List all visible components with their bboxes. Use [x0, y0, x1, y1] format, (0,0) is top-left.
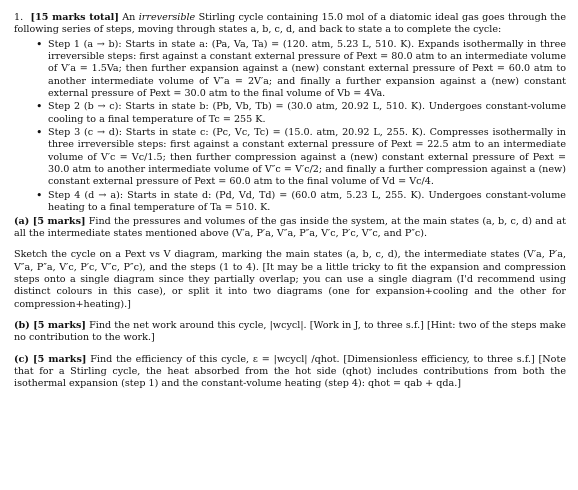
step-2-text: Starts in state b: (Pb, Vb, Tb) = (30.0 atm, 20.92 L, 510. K). Undergoes constant-volume cooling to a final temperature of Tc = 255 K.: [48, 101, 566, 125]
bullet-icon: •: [36, 37, 43, 51]
question-number: 1.: [14, 12, 24, 23]
part-b-text: Find the net work around this cycle, |wcycl|. [Work in J, to three s.f.] [Hint: two of the steps make no contribution to the work.]: [14, 319, 566, 344]
step-4-item: [36, 188, 566, 215]
step-1-label: Step 1 (a → b):: [48, 38, 122, 50]
step-1-text: Starts in state a: (Pa, Va, Ta) = (120. atm, 5.23 L, 510. K). Expands isothermally in three irreversible steps: first against a constant external pressure of Pext = 80.0 atm to an intermediate volume of V′a = 1.5Va; then further expansion against a (new) constant external pressure of Pext = 60.0 atm to another intermediate volume of V″a = 2V′a; and finally a further expansion against a (new) constant external pressure of Pext = 30.0 atm to the final volume of Vb = 4Va.: [48, 38, 566, 100]
step-3-text: Starts in state c: (Pc, Vc, Tc) = (15.0. atm, 20.92 L, 255. K). Compresses isothermally in three irreversible steps: first against a constant external pressure of Pext = 22.5 atm to an intermediate volume of V′c = Vc/1.5; then further compression against a (new) constant external pressure of Pext = 30.0 atm to another intermediate volume of V″c = V′c/2; and finally a further compression against a (new) constant external pressure of Pext = 60.0 atm to the final volume of Vd = Vc/4.: [48, 127, 566, 188]
sketch-instructions: [14, 249, 566, 311]
steps-list: [14, 39, 566, 215]
part-a: [14, 216, 566, 241]
spacer: [14, 240, 566, 249]
question-intro-pre: An: [122, 12, 136, 23]
part-b-marks: (b) [5 marks]: [14, 319, 86, 331]
sketch-text: Sketch the cycle on a Pext vs V diagram, marking the main states (a, b, c, d), the intermediate states (V′a, P′a, V″a, P″a, V′c, P′c, V″c, P″c), and the steps (1 to 4). [It may be a little tricky to fit the expansion and compression steps onto a single diagram since they partially overlap; you can use a single diagram (I'd recommend using distinct colours in this case), or split it into two diagrams (one for expansion+cooling and the other for compression+heating).]: [14, 249, 566, 310]
part-c-text: Find the efficiency of this cycle, ε = |wcycl| /qhot. [Dimensionless efficiency, to three s.f.] [Note that for a Stirling cycle, the heat absorbed from the hot side (qhot) includes contributions from both the isothermal expansion (step 1) and the constant-volume heating (step 4): qhot = qab + qda.]: [14, 353, 566, 390]
part-c: [14, 354, 566, 391]
step-2-item: [36, 100, 566, 126]
part-a-text: Find the pressures and volumes of the gas inside the system, at the main states (a, b, c, d) and at all the intermediate states mentioned above (V′a, P′a, V″a, P″a, V′c, P′c, V″c, and P″c).: [14, 215, 566, 239]
step-4-text: Starts in state d: (Pd, Vd, Td) = (60.0 atm, 5.23 L, 255. K). Undergoes constant-volume heating to a final temperature of Ta = 510. K.: [48, 189, 566, 214]
step-3-label: Step 3 (c → d):: [48, 127, 122, 139]
question-intro-post: Stirling cycle containing 15.0 mol of a diatomic ideal gas goes through the following series of steps, moving through states a, b, c, d, and back to state a to complete the cycle:: [14, 12, 566, 36]
part-b: [14, 320, 566, 345]
question-intro-emph: irreversible: [138, 12, 196, 23]
bullet-icon: •: [36, 100, 43, 114]
spacer: [14, 311, 566, 320]
step-4-label: Step 4 (d → a):: [48, 189, 124, 201]
part-c-marks: (c) [5 marks]: [14, 353, 87, 365]
question-marks: [15 marks total]: [30, 12, 119, 23]
part-a-marks: (a) [5 marks]: [14, 215, 86, 227]
step-2-label: Step 2 (b → c):: [48, 101, 122, 113]
bullet-icon: •: [36, 126, 43, 140]
bullet-icon: •: [36, 188, 43, 202]
step-3-item: [36, 126, 566, 189]
question-intro: [14, 12, 566, 37]
spacer: [14, 345, 566, 354]
problem-page: [14, 12, 566, 391]
step-1-item: [36, 37, 566, 101]
